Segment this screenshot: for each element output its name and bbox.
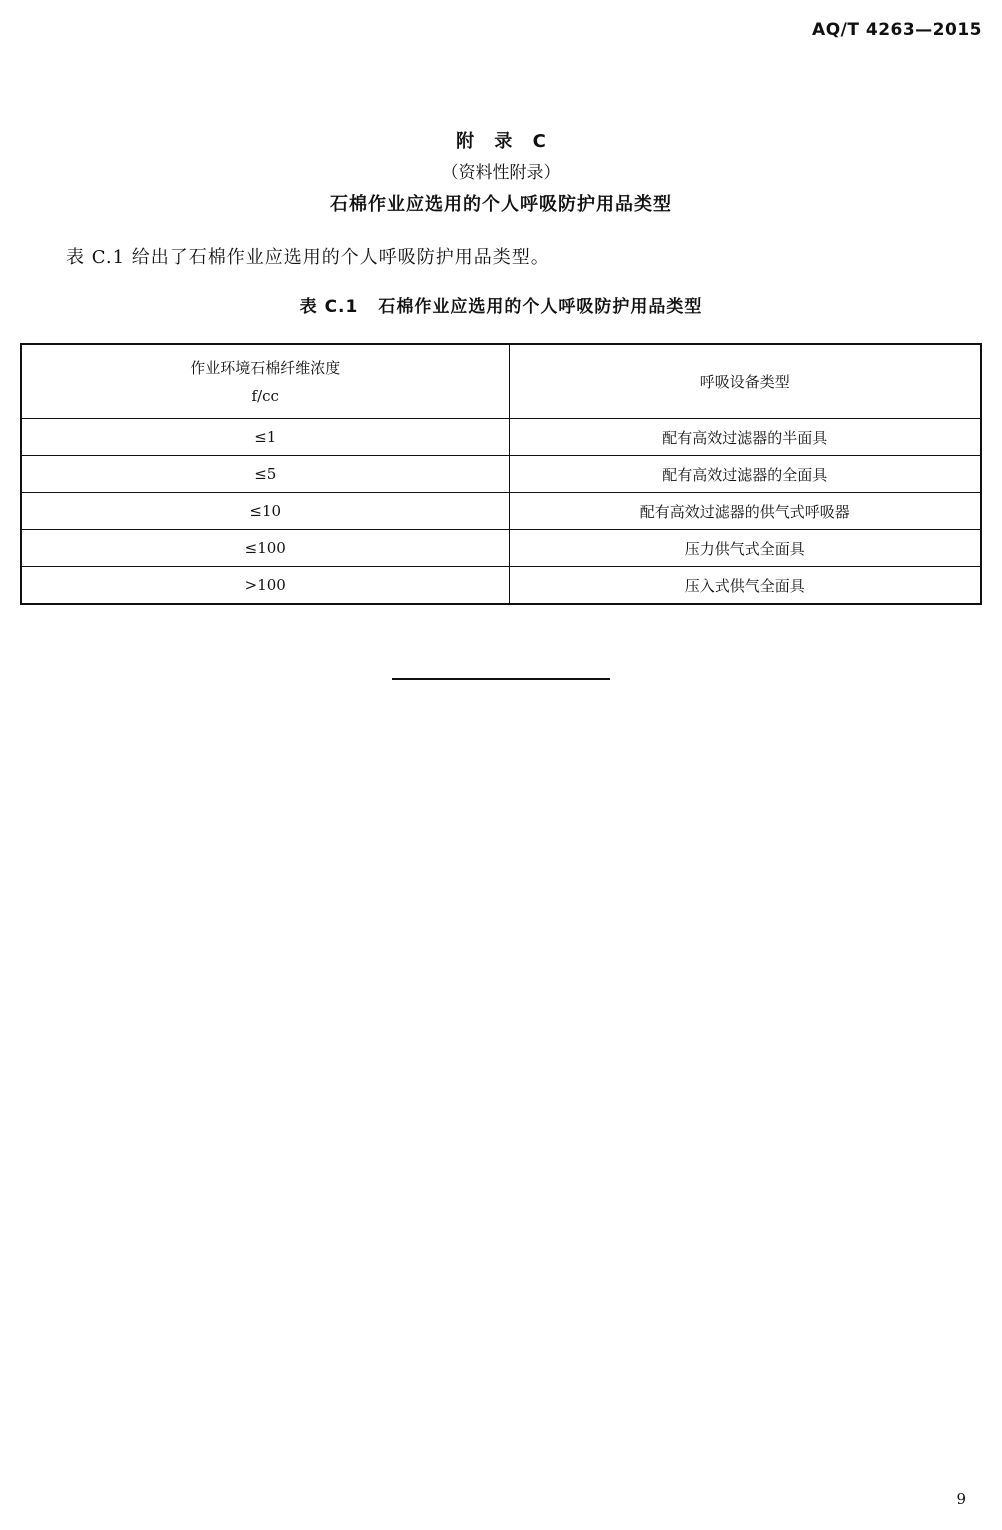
appendix-title: 附 录 C [456, 131, 546, 152]
table-caption [0, 292, 1002, 317]
standard-code: AQ/T 4263—2015 [812, 20, 982, 40]
table-row [21, 456, 981, 493]
cell-concentration: ≤5 [21, 456, 509, 493]
cell-equipment: 配有高效过滤器的供气式呼吸器 [509, 493, 981, 530]
table-row [21, 530, 981, 567]
table-row [21, 567, 981, 605]
cell-equipment: 压入式供气全面具 [509, 567, 981, 605]
cell-concentration: ≤100 [21, 530, 509, 567]
header-concentration [21, 344, 509, 419]
cell-equipment: 配有高效过滤器的全面具 [509, 456, 981, 493]
respirator-table [20, 343, 982, 605]
table-row [21, 493, 981, 530]
cell-concentration: >100 [21, 567, 509, 605]
cell-concentration: ≤10 [21, 493, 509, 530]
table-header-row [21, 344, 981, 419]
table-row [21, 419, 981, 456]
page-number: 9 [956, 1490, 966, 1508]
cell-equipment: 配有高效过滤器的半面具 [509, 419, 981, 456]
header-concentration-label: 作业环境石棉纤维浓度 [190, 358, 341, 377]
header-equipment: 呼吸设备类型 [509, 344, 981, 419]
appendix-heading [0, 127, 1002, 221]
appendix-type: （资料性附录） [441, 163, 561, 183]
end-of-document-rule [392, 678, 610, 680]
table-caption-title: 石棉作业应选用的个人呼吸防护用品类型 [378, 297, 703, 317]
intro-paragraph: 表 C.1 给出了石棉作业应选用的个人呼吸防护用品类型。 [66, 247, 550, 268]
header-concentration-unit: f/cc [251, 386, 279, 405]
appendix-name: 石棉作业应选用的个人呼吸防护用品类型 [330, 194, 672, 215]
cell-equipment: 压力供气式全面具 [509, 530, 981, 567]
cell-concentration: ≤1 [21, 419, 509, 456]
table-caption-label: 表 C.1 [299, 297, 359, 317]
